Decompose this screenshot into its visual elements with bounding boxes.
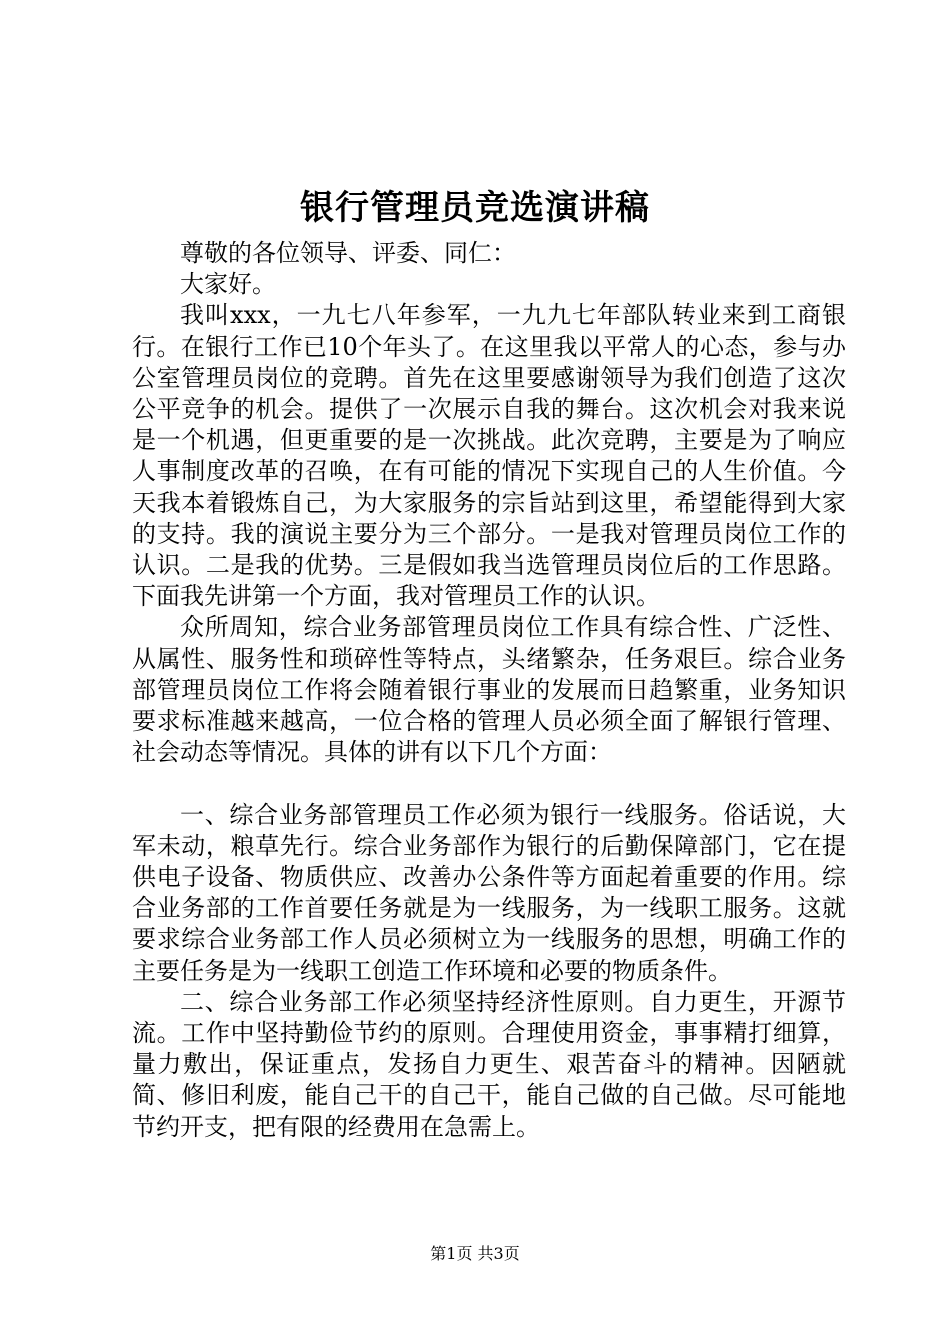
salutation-line: 尊敬的各位领导、评委、同仁：: [180, 239, 516, 267]
paragraph-point-two: 二、综合业务部工作必须坚持经济性原则。自力更生，开源节流。工作中坚持勤俭节约的原则。合理使用资金，事事精打细算，量力敷出，保证重点，发扬自力更生、艰苦奋斗的精神。因陋就简、修旧利废，能自己干的自己干，能自己做的自己做。尽可能地节约开支，把有限的经费用在急需上。: [132, 987, 846, 1141]
document-body: [132, 238, 846, 1143]
document-title: 银行管理员竞选演讲稿: [300, 188, 650, 228]
greeting-line: 大家好。: [180, 270, 276, 299]
paragraph-intro: 我叫xxx，一九七八年参军，一九九七年部队转业来到工商银行。在银行工作已10个年头了。在这里我以平常人的心态，参与办公室管理员岗位的竞聘。首先在这里要感谢领导为我们创造了这次公平竞争的机会。提供了一次展示自我的舞台。这次机会对我来说是一个机遇，但更重要的是一次挑战。此次竞聘，主要是为了响应人事制度改革的召唤，在有可能的情况下实现自己的人生价值。今天我本着锻炼自己，为大家服务的宗旨站到这里，希望能得到大家的支持。我的演说主要分为三个部分。一是我对管理员岗位工作的认识。二是我的优势。三是假如我当选管理员岗位后的工作思路。下面我先讲第一个方面，我对管理员工作的认识。: [132, 301, 846, 611]
paragraph-spacer: [132, 768, 846, 799]
page-number-footer: 第1页 共3页: [430, 1244, 520, 1263]
paragraph-overview: 众所周知，综合业务部管理员岗位工作具有综合性、广泛性、从属性、服务性和琐碎性等特点，头绪繁杂，任务艰巨。综合业务部管理员岗位工作将会随着银行事业的发展而日趋繁重，业务知识要求标准越来越高，一位合格的管理人员必须全面了解银行管理、社会动态等情况。具体的讲有以下几个方面：: [132, 613, 846, 767]
paragraph-point-one: 一、综合业务部管理员工作必须为银行一线服务。俗话说，大军未动，粮草先行。综合业务部作为银行的后勤保障部门，它在提供电子设备、物质供应、改善办公条件等方面起着重要的作用。综合业务部的工作首要任务就是为一线服务，为一线职工服务。这就要求综合业务部工作人员必须树立为一线服务的思想，明确工作的主要任务是为一线职工创造工作环境和必要的物质条件。: [132, 800, 846, 985]
